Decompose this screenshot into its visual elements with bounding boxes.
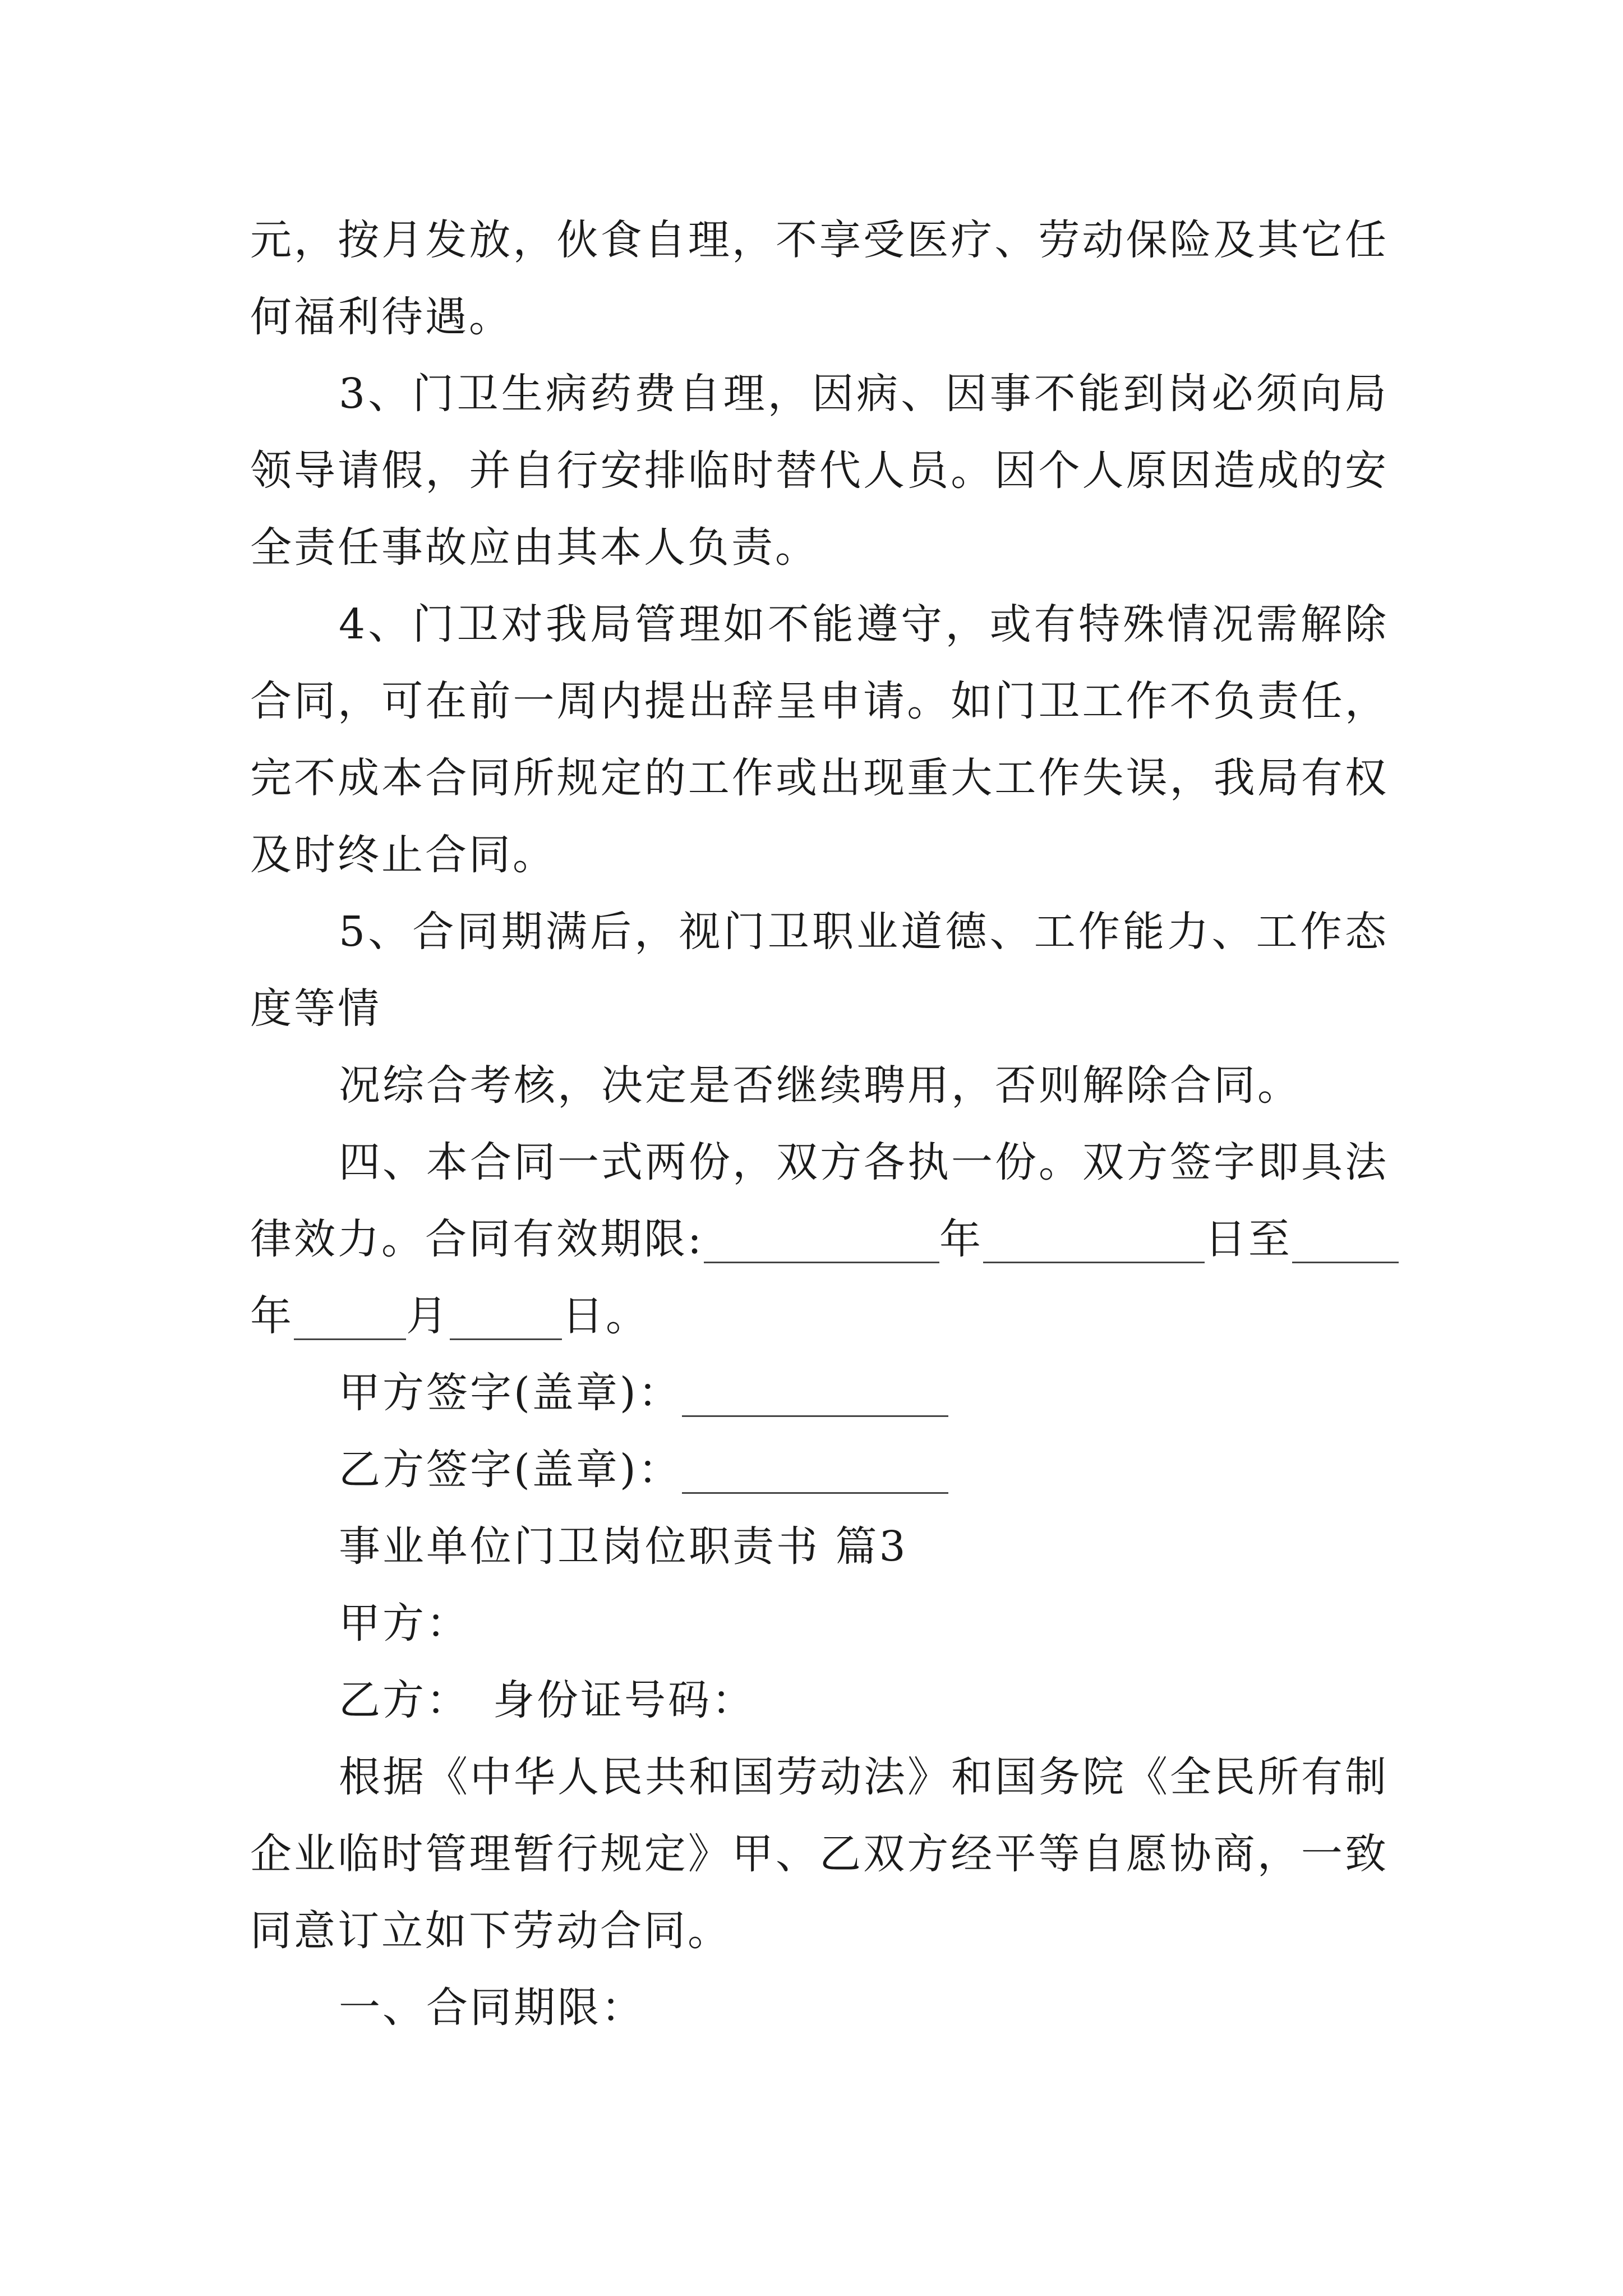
clause-heading: 一、合同期限：	[339, 1984, 645, 2032]
paragraph-line: 度等情	[250, 984, 381, 1033]
contract-term-line	[250, 1201, 1389, 1278]
signature-line-a	[250, 1355, 1389, 1432]
party-b-label: 乙方： 身份证号码：	[339, 1676, 755, 1724]
paragraph-line: 况综合考核，决定是否继续聘用，否则解除合同。	[339, 1061, 1301, 1110]
signature-line-b	[250, 1432, 1389, 1508]
paragraph-line: 同意订立如下劳动合同。	[250, 1907, 731, 1955]
year-label: 年	[250, 1292, 294, 1340]
document-body	[250, 202, 1389, 2046]
paragraph-line: 3、门卫生病药费自理，因病、因事不能到岗必须向局	[339, 370, 1389, 418]
paragraph-line: 完不成本合同所规定的工作或出现重大工作失误，我局有权	[250, 754, 1389, 802]
paragraph-line: 元，按月发放，伙食自理，不享受医疗、劳动保险及其它任	[250, 216, 1389, 264]
year-label: 年	[939, 1215, 983, 1263]
signature-blank	[682, 1446, 948, 1494]
blank-field	[704, 1216, 939, 1263]
paragraph-line: 根据《中华人民共和国劳动法》和国务院《全民所有制	[339, 1753, 1389, 1801]
paragraph-line: 5、合同期满后，视门卫职业道德、工作能力、工作态	[339, 908, 1389, 956]
contract-term-line	[250, 1278, 1389, 1355]
signature-label: 乙方签字(盖章)：	[339, 1446, 682, 1494]
paragraph-line: 何福利待遇。	[250, 293, 513, 341]
paragraph-line: 4、门卫对我局管理如不能遵守，或有特殊情况需解除	[339, 600, 1389, 648]
blank-field	[294, 1292, 406, 1340]
term-label: 律效力。合同有效期限:	[250, 1215, 704, 1263]
signature-label: 甲方签字(盖章)：	[339, 1369, 682, 1417]
month-label: 月	[406, 1292, 450, 1340]
blank-field	[983, 1216, 1205, 1263]
paragraph-line: 全责任事故应由其本人负责。	[250, 523, 819, 572]
blank-field	[1292, 1216, 1399, 1263]
blank-field	[450, 1292, 562, 1340]
party-a-label: 甲方：	[339, 1599, 470, 1648]
paragraph-line: 合同，可在前一周内提出辞呈申请。如门卫工作不负责任，	[250, 677, 1389, 725]
paragraph-line: 及时终止合同。	[250, 831, 556, 879]
signature-blank	[682, 1369, 948, 1417]
paragraph-line: 四、本合同一式两份，双方各执一份。双方签字即具法	[339, 1138, 1389, 1186]
day-end-label: 日。	[562, 1292, 649, 1340]
paragraph-line: 领导请假，并自行安排临时替代人员。因个人原因造成的安	[250, 447, 1389, 495]
section-title: 事业单位门卫岗位职责书 篇3	[339, 1522, 908, 1571]
day-to-label: 日至	[1204, 1215, 1292, 1263]
paragraph-line: 企业临时管理暂行规定》甲、乙双方经平等自愿协商，一致	[250, 1830, 1389, 1878]
